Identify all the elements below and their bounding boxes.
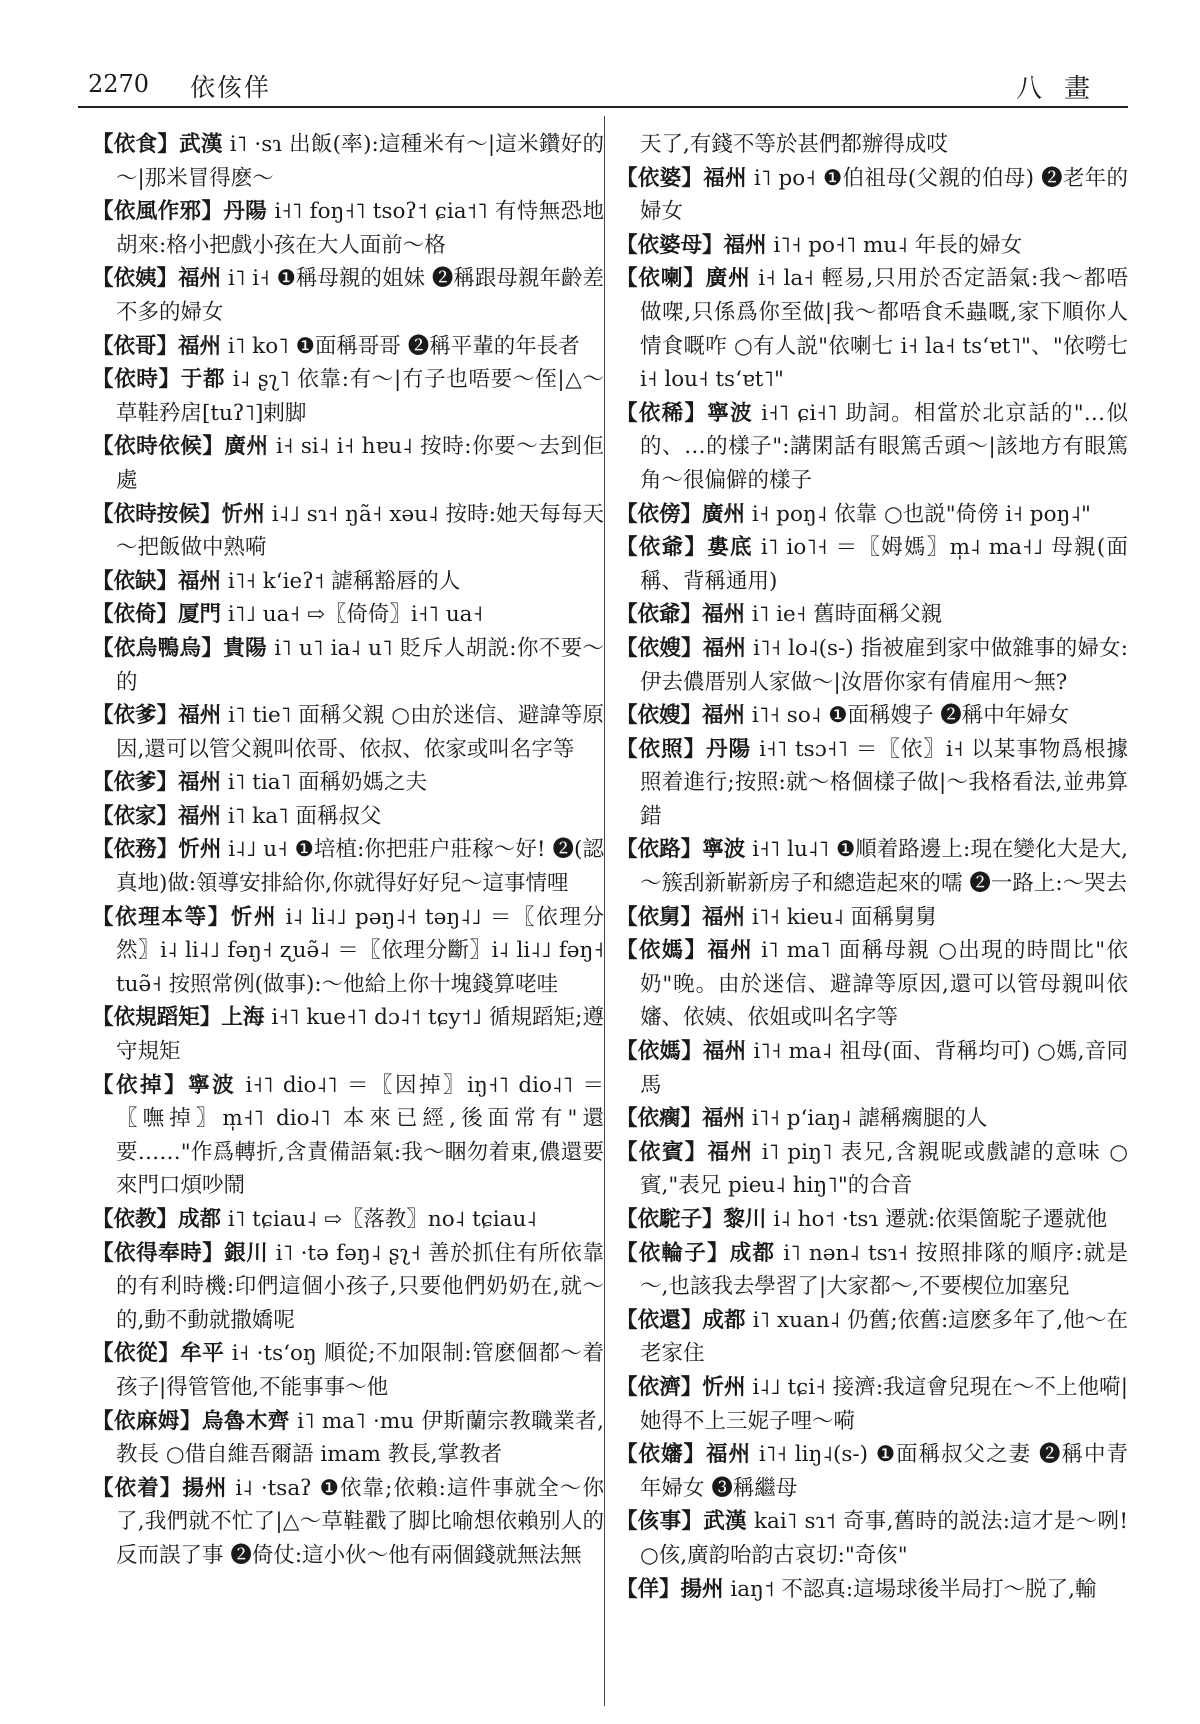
- entry-dialect: 成都: [702, 1307, 746, 1333]
- entry-definition: i˥˧ kieu˨ 面稱舅舅: [745, 904, 937, 930]
- entry-dialect: 廣州: [224, 434, 269, 460]
- entry-definition: i˧˥ tsɔ˧˥ ＝〖依〗i˧ 以某事物爲根據照着進行;按照:就～格個樣子做|～我格看法,並弗算錯: [640, 736, 1128, 829]
- dictionary-entry: [92, 800, 604, 834]
- entry-definition: i˨˩ sɿ˧ ŋã˧ xəu˨ 按時:她天每每天～把飯做中熟嗬: [116, 501, 604, 561]
- entry-headword: 【依路】: [616, 837, 703, 863]
- entry-headword: 【依濟】: [616, 1374, 703, 1400]
- entry-headword: 【依時】: [92, 367, 181, 393]
- entry-dialect: 福州: [707, 1139, 754, 1165]
- dictionary-entry: [92, 1069, 604, 1203]
- entry-dialect: 福州: [702, 703, 746, 729]
- entry-dialect: 福州: [703, 165, 747, 191]
- entry-headword: 【依照】: [616, 736, 707, 762]
- entry-definition: i˥ u˥ ia˨ u˥ 貶斥人胡説:你不要～的: [116, 635, 604, 695]
- entry-definition: i˥ ma˥ 面稱母親 ○出現的時間比"依奶"晚。由於迷信、避諱等原因,還可以管母親叫依嬸、依姨、依姐或叫名字等: [640, 938, 1128, 1031]
- entry-headword: 【依駝子】: [616, 1207, 724, 1232]
- entry-headword: 【依從】: [92, 1341, 181, 1367]
- entry-dialect: 廣州: [702, 501, 746, 527]
- dictionary-entry: [616, 1102, 1128, 1136]
- entry-dialect: 福州: [707, 938, 753, 964]
- entry-definition: i˧ la˧ 輕易,只用於否定語氣:我～都唔做㗎,只係爲你至做|我～都唔食禾蟲嘅,家下順你人情食嘅咋 ○有人説"依喇七 i˧ la˧ tsʻɐt˥"、"依嘮七 i˧ lou˧ tsʻɐt˥": [640, 266, 1128, 393]
- entry-dialect: 寧波: [702, 837, 746, 863]
- entry-definition: i˥ ie˧ 舊時面稱父親: [745, 602, 943, 628]
- entry-dialect: 忻州: [230, 904, 278, 930]
- entry-headword: 【依爹】: [92, 770, 179, 796]
- entry-headword: 【依姨】: [92, 266, 179, 292]
- entry-definition: i˥ tɕiau˨ ⇨〖落教〗no˨ tɕiau˨: [221, 1207, 537, 1232]
- entry-dialect: 福州: [702, 904, 746, 930]
- dictionary-entry: [616, 128, 1128, 162]
- entry-dialect: 福州: [178, 266, 222, 292]
- entry-definition: i˥ ka˥ 面稱叔父: [221, 803, 382, 829]
- entry-definition: i˥˧ lo˨(s-) 指被雇到家中做雜事的婦女:伊去儂厝别人家做～|汝厝你家有倩雇用～無?: [640, 635, 1128, 695]
- entry-dialect: 黎川: [723, 1207, 767, 1232]
- entry-dialect: 貴陽: [223, 635, 268, 661]
- entry-definition: i˨˩ tɕi˧ 接濟:我這會兒現在～不上他嗬|她得不上三妮子哩～嗬: [640, 1374, 1128, 1434]
- dictionary-entry: [92, 363, 604, 430]
- dictionary-entry: [92, 1405, 604, 1472]
- section-label: 八畫: [1015, 74, 1112, 104]
- dictionary-entry: [92, 1001, 604, 1068]
- entry-dialect: 婁底: [707, 535, 753, 561]
- entry-headword: 【依務】: [92, 837, 179, 863]
- dictionary-entry: [616, 1438, 1128, 1505]
- entry-dialect: 福州: [702, 1039, 747, 1065]
- entry-definition: i˥ ·tə fəŋ˨ ʂʅ˧ 善於抓住有所依靠的有利時機:印們這個小孩子,只要他們奶奶在,就～的,動不動就撒嬌呢: [116, 1240, 604, 1333]
- entry-dialect: 福州: [702, 635, 747, 661]
- dictionary-entry: [92, 565, 604, 599]
- entry-headword: 【依風作邪】: [92, 199, 224, 225]
- column-divider: [604, 116, 605, 1706]
- entry-dialect: 福州: [178, 703, 222, 729]
- entry-definition: i˧ ·tsʻoŋ 順從;不加限制:管麽個都～着孩子|得管管他,不能事事～他: [116, 1341, 604, 1400]
- entry-headword: 【依媽】: [616, 938, 708, 964]
- entry-definition: i˥˧ pʻiaŋ˨ 謔稱瘸腿的人: [745, 1106, 988, 1132]
- entry-headword: 【依教】: [92, 1207, 179, 1232]
- dictionary-entry: [616, 1505, 1128, 1572]
- dictionary-entry: [616, 632, 1128, 699]
- entry-definition: i˧˥ foŋ˧˥ tsoʔ˦ ɕia˦˥ 有恃無恐地胡來:格小把戲小孩在大人面前～格: [116, 199, 604, 258]
- dictionary-entry: [92, 901, 604, 1002]
- dictionary-entry: [616, 699, 1128, 733]
- entry-definition: i˨ li˨˩ pəŋ˨˧ təŋ˨˩ ＝〖依理分然〗i˨ li˨˩ fəŋ˧ ʐuə̃˨ ＝〖依理分斷〗i˨ li˨˩ fəŋ˧ tuə̃˧ 按照常例(做事):～他給上你十塊錢算咾哇: [116, 904, 604, 997]
- entry-headword: 【依家】: [92, 803, 179, 829]
- entry-headword: 【侅事】: [616, 1509, 704, 1535]
- entry-definition: i˧˥ ɕi˧˥ 助詞。相當於北京話的"…似的、…的樣子":講閑話有眼篤舌頭～|該地方有眼篤角～很偏僻的樣子: [640, 400, 1128, 493]
- entry-definition: i˨ ·tsaʔ ❶依靠;依賴:這件事就全～你了,我們就不忙了|△～草鞋戳了脚比喻想依賴别人的反而誤了事 ❷倚仗:這小伙～他有兩個錢就無法無: [116, 1475, 604, 1568]
- dictionary-entry: [92, 330, 604, 364]
- page-header: [78, 66, 1128, 108]
- entry-dialect: 丹陽: [706, 736, 752, 762]
- dictionary-entry: [616, 229, 1128, 263]
- entry-dialect: 銀川: [224, 1240, 269, 1266]
- entry-definition: i˥ io˥˧ ＝〖姆媽〗m̩˨ ma˧˩ 母親(面稱、背稱通用): [640, 535, 1128, 594]
- entry-dialect: 丹陽: [223, 199, 268, 225]
- dictionary-entry: [92, 430, 604, 497]
- dictionary-entry: [616, 733, 1128, 834]
- entry-definition: i˧ poŋ˨ 依靠 ○也説"倚傍 i˧ poŋ˨": [745, 501, 1091, 527]
- entry-dialect: 于都: [180, 367, 226, 393]
- entry-dialect: 福州: [706, 1442, 751, 1468]
- dictionary-entry: [92, 1337, 604, 1404]
- dictionary-entry: [92, 1237, 604, 1338]
- entry-dialect: 寧波: [188, 1072, 237, 1098]
- dictionary-entry: [616, 397, 1128, 498]
- entry-dialect: 揚州: [680, 1576, 724, 1602]
- entry-definition: i˥ nən˨ tsɿ˧ 按照排隊的順序:就是～,也該我去學習了|大家都～,不要楔位加塞兒: [640, 1240, 1128, 1300]
- entry-definition: i˧˥ dio˨˥ ＝〖因掉〗iŋ˧˥ dio˨˥ ＝〖嘸掉〗m̩˧˥ dio˨˥ 本來已經,後面常有"還要……"作爲轉折,含責備語氣:我～睏勿着東,儂還要來門口煩吵鬧: [116, 1072, 604, 1199]
- entry-headword: 【依得奉時】: [92, 1240, 225, 1266]
- entry-headword: 【依媽】: [616, 1039, 703, 1065]
- entry-definition: i˥˧ kʻieʔ˦ 謔稱豁唇的人: [221, 568, 461, 594]
- entry-definition: i˥ piŋ˥ 表兄,含親昵或戲謔的意味 ○賓,"表兄 pieu˨ hiŋ˥"的合音: [640, 1139, 1128, 1199]
- dictionary-entry: [92, 766, 604, 800]
- dictionary-entry: [616, 1237, 1128, 1304]
- entry-headword: 【依規蹈矩】: [92, 1005, 222, 1031]
- entry-dialect: 武漢: [703, 1509, 747, 1535]
- entry-dialect: 上海: [221, 1005, 265, 1031]
- entry-definition: i˥ xuan˨ 仍舊;依舊:這麽多年了,他～在老家住: [640, 1307, 1128, 1367]
- dictionary-entry: [92, 833, 604, 900]
- entry-definition: i˧˥ lu˨˥ ❶順着路邊上:現在變化大是大,～簇刮新嶄新房子和總造起來的嚅 ❷一路上:～哭去: [640, 837, 1128, 897]
- entry-dialect: 福州: [723, 232, 767, 258]
- entry-headword: 【依時依候】: [92, 434, 225, 460]
- dictionary-entry: [616, 901, 1128, 935]
- entry-headword: 【依嫂】: [616, 703, 703, 729]
- entry-headword: 【依食】: [92, 132, 180, 157]
- dictionary-entry: [92, 1472, 604, 1573]
- entry-headword: 【依婆母】: [616, 232, 724, 258]
- dictionary-entry: [616, 1573, 1128, 1607]
- entry-dialect: 福州: [178, 803, 222, 829]
- entry-definition: i˨˩ u˧ ❶培植:你把莊户莊稼～好! ❷(認真地)做:領導安排給你,你就得好好兒～這事情哩: [116, 837, 604, 897]
- entry-definition: i˥ po˧ ❶伯祖母(父親的伯母) ❷老年的婦女: [640, 165, 1128, 225]
- dictionary-entry: [92, 195, 604, 262]
- dictionary-entry: [92, 128, 604, 195]
- entry-headword: 【依理本等】: [92, 904, 231, 930]
- entry-definition: i˥ ma˥ ·mu 伊斯蘭宗教職業者,教長 ○借自維吾爾語 imam 教長,掌教者: [116, 1408, 604, 1468]
- entry-headword: 【依爺】: [616, 602, 703, 628]
- entry-headword: 【依麻姆】: [92, 1408, 202, 1434]
- entry-dialect: 忻州: [178, 837, 222, 863]
- entry-definition: i˧˥ kue˧˥ dɔ˨˦ tɕy˦˩ 循規蹈矩;遵守規矩: [116, 1005, 604, 1065]
- dictionary-entry: [616, 833, 1128, 900]
- dictionary-entry: [616, 934, 1128, 1035]
- entry-dialect: 福州: [178, 333, 222, 359]
- entry-definition: i˥˧ so˨ ❶面稱嫂子 ❷稱中年婦女: [745, 703, 1070, 729]
- dictionary-entry: [616, 1203, 1128, 1237]
- entry-dialect: 福州: [178, 770, 222, 796]
- dictionary-entry: [616, 162, 1128, 229]
- entry-headword: 【依爹】: [92, 703, 179, 729]
- dictionary-entry: [616, 598, 1128, 632]
- entry-headword: 【依舅】: [616, 904, 703, 930]
- entry-definition: i˧ si˨ i˧ hɐu˨ 按時:你要～去到佢處: [116, 434, 604, 493]
- entry-dialect: 福州: [702, 1106, 746, 1132]
- entry-dialect: 牟平: [180, 1341, 225, 1367]
- entry-headword: 【依瘸】: [616, 1106, 703, 1132]
- entry-definition: i˥ i˧ ❶稱母親的姐妹 ❷稱跟母親年齡差不多的婦女: [116, 266, 604, 325]
- entry-dialect: 廣州: [705, 266, 751, 292]
- entry-headword: 【依掉】: [92, 1072, 189, 1098]
- entry-definition: i˥ ·sɿ 出飯(率):這種米有～|這米鑽好的～|那米冒得麽～: [116, 132, 604, 191]
- entry-dialect: 福州: [702, 602, 746, 628]
- dictionary-entry: [92, 262, 604, 329]
- dictionary-entry: [616, 1371, 1128, 1438]
- entry-headword: 【依嬸】: [616, 1442, 706, 1468]
- dictionary-entry: [92, 632, 604, 699]
- entry-headword: 【依缺】: [92, 568, 179, 594]
- dictionary-entry: [616, 262, 1128, 396]
- entry-dialect: 成都: [178, 1207, 222, 1232]
- entry-headword: 【依哥】: [92, 333, 179, 359]
- left-column: [92, 128, 604, 1573]
- entry-dialect: 寧波: [707, 400, 753, 426]
- entry-headword: 【依賓】: [616, 1139, 708, 1165]
- dictionary-entry: [616, 1136, 1128, 1203]
- dictionary-entry: [92, 1203, 604, 1237]
- page-number: 2270: [88, 70, 150, 98]
- entry-headword: 【佯】: [616, 1576, 681, 1602]
- entry-headword: 【依傍】: [616, 501, 703, 527]
- entry-headword: 【依着】: [92, 1475, 183, 1501]
- entry-headword: 【依稀】: [616, 400, 708, 426]
- entry-definition: kai˥ sɿ˦ 奇事,舊時的説法:這才是～咧! ○侅,廣韵咍韵古哀切:"奇侅": [640, 1509, 1128, 1568]
- entry-dialect: 武漢: [179, 132, 223, 157]
- entry-dialect: 忻州: [702, 1374, 746, 1400]
- dictionary-entry: [616, 498, 1128, 532]
- dictionary-entry: [616, 1035, 1128, 1102]
- dictionary-entry: [616, 1304, 1128, 1371]
- dictionary-entry: [92, 498, 604, 565]
- entry-headword: 【依嫂】: [616, 635, 703, 661]
- entry-headword: 【依喇】: [616, 266, 706, 292]
- entry-headword: 【依爺】: [616, 535, 708, 561]
- entry-headword: 【依時按候】: [92, 501, 222, 527]
- entry-dialect: 烏魯木齊: [201, 1408, 290, 1434]
- entry-headword: 【依婆】: [616, 165, 704, 191]
- entry-definition: 天了,有錢不等於甚們都辦得成哎: [640, 132, 948, 157]
- entry-definition: i˨ ʂʅ˥ 依靠:有～|冇子也唔要～侄|△～草鞋矜扂[tuʔ˥]剌脚: [116, 367, 604, 426]
- right-column: [616, 128, 1128, 1606]
- entry-headword: 【依輪子】: [616, 1240, 730, 1266]
- entry-definition: i˥ tie˥ 面稱父親 ○由於迷信、避諱等原因,還可以管父親叫依哥、依叔、依家或叫名字等: [116, 703, 604, 762]
- entry-definition: iaŋ˦ 不認真:這場球後半局打～脱了,輸: [723, 1576, 1097, 1602]
- entry-headword: 【依烏鴨烏】: [92, 635, 224, 661]
- dictionary-entry: [92, 598, 604, 632]
- entry-definition: i˥˩ ua˧ ⇨〖倚倚〗i˧˥ ua˧: [221, 602, 484, 628]
- entry-definition: i˥˧ liŋ˨(s-) ❶面稱叔父之妻 ❷稱中青年婦女 ❸稱繼母: [640, 1442, 1128, 1501]
- entry-dialect: 成都: [729, 1240, 776, 1266]
- entry-definition: i˥ ko˥ ❶面稱哥哥 ❷稱平輩的年長者: [221, 333, 580, 359]
- entry-definition: i˥˧ ma˨ 祖母(面、背稱均可) ○媽,音同馬: [640, 1039, 1128, 1098]
- dictionary-entry: [616, 531, 1128, 598]
- entry-headword: 【依倚】: [92, 602, 179, 628]
- entry-definition: i˥ tia˥ 面稱奶媽之夫: [221, 770, 427, 796]
- entry-dialect: 福州: [178, 568, 222, 594]
- entry-definition: i˨ ho˦ ·tsɿ 遷就:依渠箇駝子遷就他: [766, 1207, 1108, 1232]
- entry-definition: i˥˧ po˧˥ mu˨ 年長的婦女: [766, 232, 1023, 258]
- running-title: 依侅佯: [190, 73, 272, 102]
- entry-headword: 【依還】: [616, 1307, 703, 1333]
- entry-dialect: 揚州: [182, 1475, 228, 1501]
- entry-dialect: 厦門: [178, 602, 222, 628]
- entry-dialect: 忻州: [221, 501, 265, 527]
- dictionary-entry: [92, 699, 604, 766]
